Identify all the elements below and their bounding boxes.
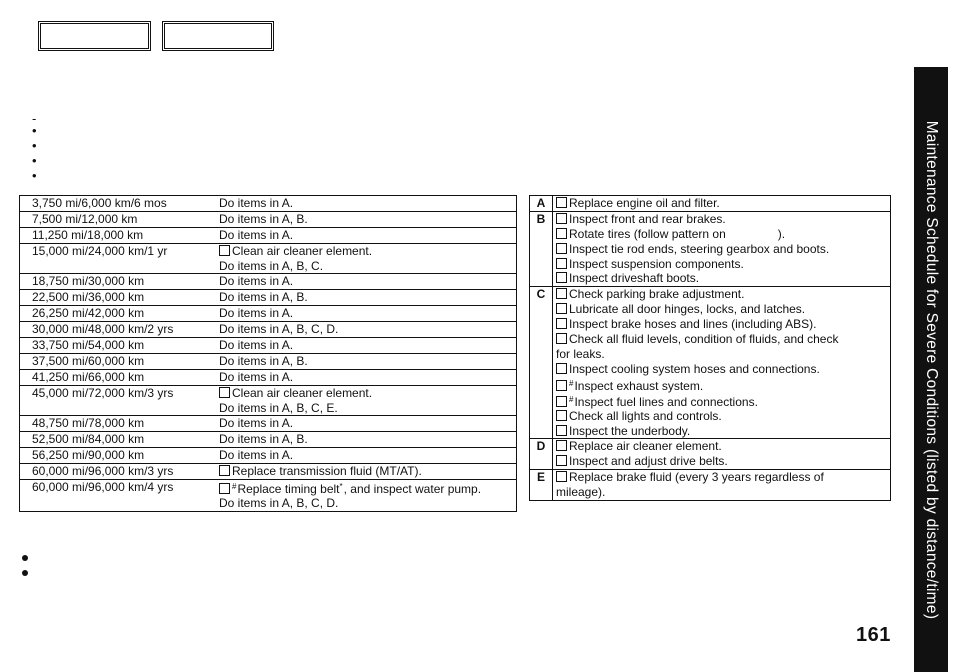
- table-row: [20, 259, 517, 274]
- legend-item: Replace air cleaner element.: [569, 439, 722, 454]
- legend-item: Check parking brake adjustment.: [569, 287, 745, 302]
- table-row: [20, 274, 517, 290]
- checkbox-icon: [219, 483, 230, 494]
- legend-row: [530, 424, 891, 439]
- items-cell: Do items in A, B, C, D.: [207, 322, 517, 338]
- items-cell: Do items in A.: [207, 306, 517, 322]
- bullet-marker: •: [32, 138, 37, 153]
- legend-row: [530, 439, 891, 454]
- distance-cell: 18,750 mi/30,000 km: [20, 274, 208, 290]
- bullet-marker: •: [32, 168, 37, 183]
- legend-item: Rotate tires (follow pattern on: [569, 226, 726, 241]
- checkbox-icon: [556, 380, 567, 391]
- table-row: [20, 401, 517, 416]
- header-box-left: [38, 21, 151, 51]
- checkbox-icon: [219, 387, 230, 398]
- items-cell: Do items in A.: [207, 196, 517, 212]
- items-cell: Do items in A.: [207, 448, 517, 464]
- table-row: [20, 432, 517, 448]
- legend-row: [530, 454, 891, 469]
- items-cell: [207, 464, 517, 480]
- checkbox-icon: [556, 410, 567, 421]
- header-box-right: [162, 21, 274, 51]
- items-cell: [207, 385, 517, 400]
- checkbox-icon: [556, 228, 567, 239]
- hash-symbol: #: [569, 394, 574, 404]
- checkbox-icon: [556, 258, 567, 269]
- legend-row: [530, 393, 891, 409]
- table-row: [20, 369, 517, 385]
- items-cell: Do items in A.: [207, 274, 517, 290]
- legend-row: [530, 196, 891, 212]
- legend-row: [530, 317, 891, 332]
- legend-row: [530, 287, 891, 302]
- page-number: 161: [856, 624, 891, 646]
- checkbox-icon: [556, 440, 567, 451]
- checkbox-icon: [556, 243, 567, 254]
- table-row: [20, 416, 517, 432]
- distance-cell: 56,250 mi/90,000 km: [20, 448, 208, 464]
- table-row: [20, 338, 517, 354]
- checkbox-icon: [219, 465, 230, 476]
- group-code: A: [530, 196, 553, 212]
- table-row: [20, 496, 517, 511]
- legend-item: Inspect and adjust drive belts.: [569, 454, 728, 469]
- legend-item-tail: ).: [777, 226, 786, 241]
- distance-cell: 11,250 mi/18,000 km: [20, 227, 208, 243]
- checkbox-icon: [556, 471, 567, 482]
- item-text: Clean air cleaner element.: [232, 385, 373, 400]
- legend-item: Check all lights and controls.: [569, 408, 722, 423]
- table-row: [20, 464, 517, 480]
- items-cell: Do items in A, B, C, E.: [207, 401, 517, 416]
- items-cell: Do items in A.: [207, 227, 517, 243]
- asterisk-symbol: *: [339, 482, 343, 492]
- side-tab-title: Maintenance Schedule for Severe Conditions (listed by distance/time): [923, 120, 940, 620]
- items-cell: Do items in A, B.: [207, 290, 517, 306]
- legend-row: [530, 485, 891, 500]
- distance-cell: 45,000 mi/72,000 km/3 yrs: [32, 385, 174, 400]
- item-text-rest: , and inspect water pump.: [343, 482, 482, 497]
- item-text: Clean air cleaner element.: [232, 243, 373, 258]
- item-text: Replace timing belt: [237, 482, 340, 497]
- checkbox-icon: [556, 197, 567, 208]
- distance-cell: 37,500 mi/60,000 km: [20, 353, 208, 369]
- table-row: [20, 227, 517, 243]
- legend-item: Check all fluid levels, condition of fluids, and check: [569, 332, 839, 347]
- distance-cell: 52,500 mi/84,000 km: [20, 432, 208, 448]
- item-text: Replace transmission fluid (MT/AT).: [232, 464, 422, 479]
- distance-cell: 3,750 mi/6,000 km/6 mos: [20, 196, 208, 212]
- checkbox-icon: [556, 213, 567, 224]
- legend-item: Inspect the underbody.: [569, 423, 691, 438]
- table-row: [20, 322, 517, 338]
- table-row: [20, 211, 517, 227]
- bullet-dot-icon: [22, 570, 28, 576]
- items-cell: Do items in A.: [207, 338, 517, 354]
- distance-cell: 33,750 mi/54,000 km: [20, 338, 208, 354]
- legend-item: Inspect exhaust system.: [574, 378, 704, 393]
- bullet-marker: •: [32, 123, 37, 138]
- legend-row: [530, 332, 891, 347]
- legend-item: Inspect cooling system hoses and connections.: [569, 361, 820, 376]
- checkbox-icon: [556, 363, 567, 374]
- checkbox-icon: [556, 272, 567, 283]
- items-cell: [207, 243, 517, 258]
- table-row: [20, 448, 517, 464]
- legend-row: [530, 347, 891, 362]
- legend-item: Inspect front and rear brakes.: [569, 211, 726, 226]
- checkbox-icon: [219, 245, 230, 256]
- distance-cell: 26,250 mi/42,000 km: [20, 306, 208, 322]
- bullet-marker: •: [32, 153, 37, 168]
- legend-row: [530, 409, 891, 424]
- distance-cell: 15,000 mi/24,000 km/1 yr: [32, 243, 168, 258]
- distance-cell: 7,500 mi/12,000 km: [20, 211, 208, 227]
- legend-item: Replace engine oil and filter.: [569, 196, 720, 210]
- distance-cell: 22,500 mi/36,000 km: [20, 290, 208, 306]
- distance-schedule-table: [19, 195, 517, 512]
- legend-row: [530, 242, 891, 257]
- hash-symbol: #: [569, 378, 574, 388]
- items-cell: [207, 480, 517, 497]
- bullet-dot-icon: [22, 555, 28, 561]
- checkbox-icon: [556, 396, 567, 407]
- items-cell: Do items in A, B.: [207, 432, 517, 448]
- legend-item: mileage).: [556, 485, 606, 500]
- table-row: [20, 480, 517, 497]
- table-row: [20, 306, 517, 322]
- checkbox-icon: [556, 288, 567, 299]
- hash-symbol: #: [232, 482, 237, 492]
- checkbox-icon: [556, 303, 567, 314]
- group-code: C: [530, 287, 553, 302]
- legend-item: Inspect tie rod ends, steering gearbox and boots.: [569, 241, 830, 256]
- table-row: [20, 243, 517, 258]
- distance-cell: 30,000 mi/48,000 km/2 yrs: [20, 322, 208, 338]
- table-row: [20, 385, 517, 400]
- legend-row: [530, 302, 891, 317]
- items-cell: Do items in A, B, C.: [207, 259, 517, 274]
- distance-cell: 41,250 mi/66,000 km: [20, 369, 208, 385]
- legend-row: [530, 257, 891, 272]
- legend-item: Inspect brake hoses and lines (including ABS).: [569, 317, 817, 332]
- table-row: [20, 290, 517, 306]
- legend-item: Replace brake fluid (every 3 years regardless of: [569, 470, 824, 485]
- distance-cell: 60,000 mi/96,000 km/4 yrs: [32, 480, 174, 495]
- checkbox-icon: [556, 455, 567, 466]
- items-cell: Do items in A, B, C, D.: [219, 496, 339, 511]
- distance-cell: 48,750 mi/78,000 km: [20, 416, 208, 432]
- items-cell: Do items in A.: [207, 416, 517, 432]
- legend-row: [530, 271, 891, 286]
- legend-item: Inspect suspension components.: [569, 256, 744, 271]
- items-cell: Do items in A, B.: [207, 353, 517, 369]
- legend-item: Lubricate all door hinges, locks, and latches.: [569, 302, 806, 317]
- distance-cell: 60,000 mi/96,000 km/3 yrs: [20, 464, 208, 480]
- legend-row: [530, 362, 891, 377]
- checkbox-icon: [556, 425, 567, 436]
- table-row: [20, 353, 517, 369]
- legend-row: [530, 227, 891, 242]
- legend-row: [530, 470, 891, 485]
- legend-item: Inspect driveshaft boots.: [569, 271, 700, 286]
- checkbox-icon: [556, 333, 567, 344]
- items-cell: Do items in A, B.: [207, 211, 517, 227]
- maintenance-items-legend: [529, 195, 891, 501]
- legend-item: for leaks.: [556, 346, 605, 361]
- checkbox-icon: [556, 318, 567, 329]
- legend-item: Inspect fuel lines and connections.: [574, 394, 758, 409]
- bullet-marker: -: [32, 111, 37, 126]
- items-cell: Do items in A.: [207, 369, 517, 385]
- legend-row: [530, 377, 891, 393]
- group-code: D: [530, 439, 553, 454]
- group-code: B: [530, 211, 553, 226]
- table-row: [20, 196, 517, 212]
- legend-row: [530, 211, 891, 226]
- group-code: E: [530, 470, 553, 485]
